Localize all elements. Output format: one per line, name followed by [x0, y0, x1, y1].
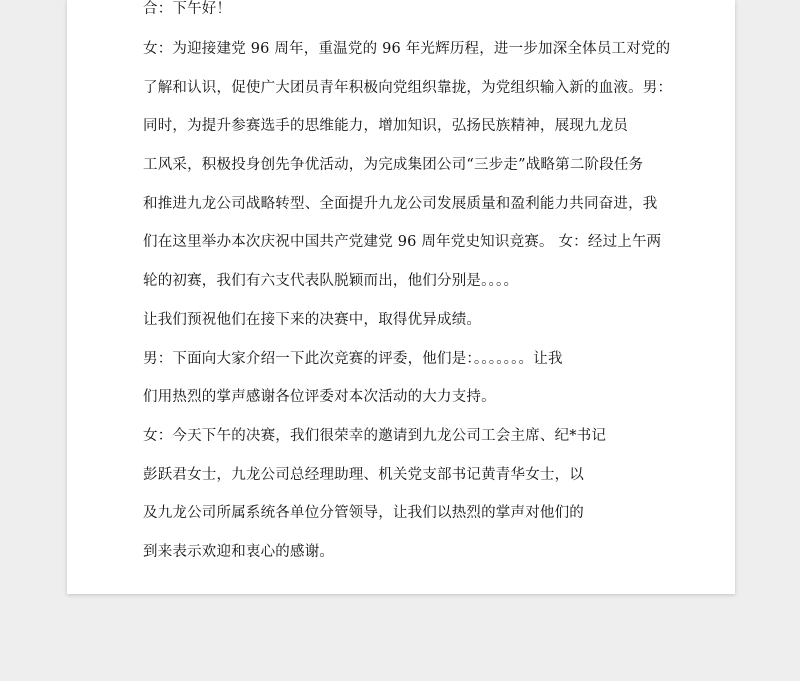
text-line: 轮的初赛，我们有六支代表队脱颖而出，他们分别是。。。。 [143, 273, 519, 290]
text-line: 同时，为提升参赛选手的思维能力，增加知识，弘扬民族精神，展现九龙员 [143, 118, 629, 135]
text-line: 了解和认识，促使广大团员青年积极向党组织靠拢，为党组织输入新的血液。男： [143, 79, 673, 96]
text-line: 到来表示欢迎和衷心的感谢。 [143, 543, 335, 560]
text-line: 们在这里举办本次庆祝中国共产党建党 96 周年党史知识竞赛。 女：经过上午两 [143, 234, 662, 251]
text-line: 们用热烈的掌声感谢各位评委对本次活动的大力支持。 [143, 389, 496, 406]
text-line: 男：下面向大家介绍一下此次竞赛的评委，他们是：。。。。。。。让我 [143, 350, 563, 367]
text-line: 和推进九龙公司战略转型、全面提升九龙公司发展质量和盈利能力共同奋进，我 [143, 195, 658, 212]
text-line: 彭跃君女士，九龙公司总经理助理、机关党支部书记黄青华女士，以 [143, 466, 584, 483]
text-line: 及九龙公司所属系统各单位分管领导，让我们以热烈的掌声对他们的 [143, 505, 584, 522]
document-page [67, 0, 735, 594]
text-line: 女：为迎接建党 96 周年，重温党的 96 年光辉历程，进一步加深全体员工对党的 [143, 41, 671, 57]
document-body [143, 0, 673, 572]
text-line: 合：下午好！ [143, 1, 232, 17]
text-line: 工风采，积极投身创先争优活动，为完成集团公司“三步走”战略第二阶段任务 [143, 157, 644, 174]
text-line: 女：今天下午的决赛，我们很荣幸的邀请到九龙公司工会主席、纪*书记 [143, 427, 607, 444]
text-line: 让我们预祝他们在接下来的决赛中，取得优异成绩。 [143, 311, 482, 328]
